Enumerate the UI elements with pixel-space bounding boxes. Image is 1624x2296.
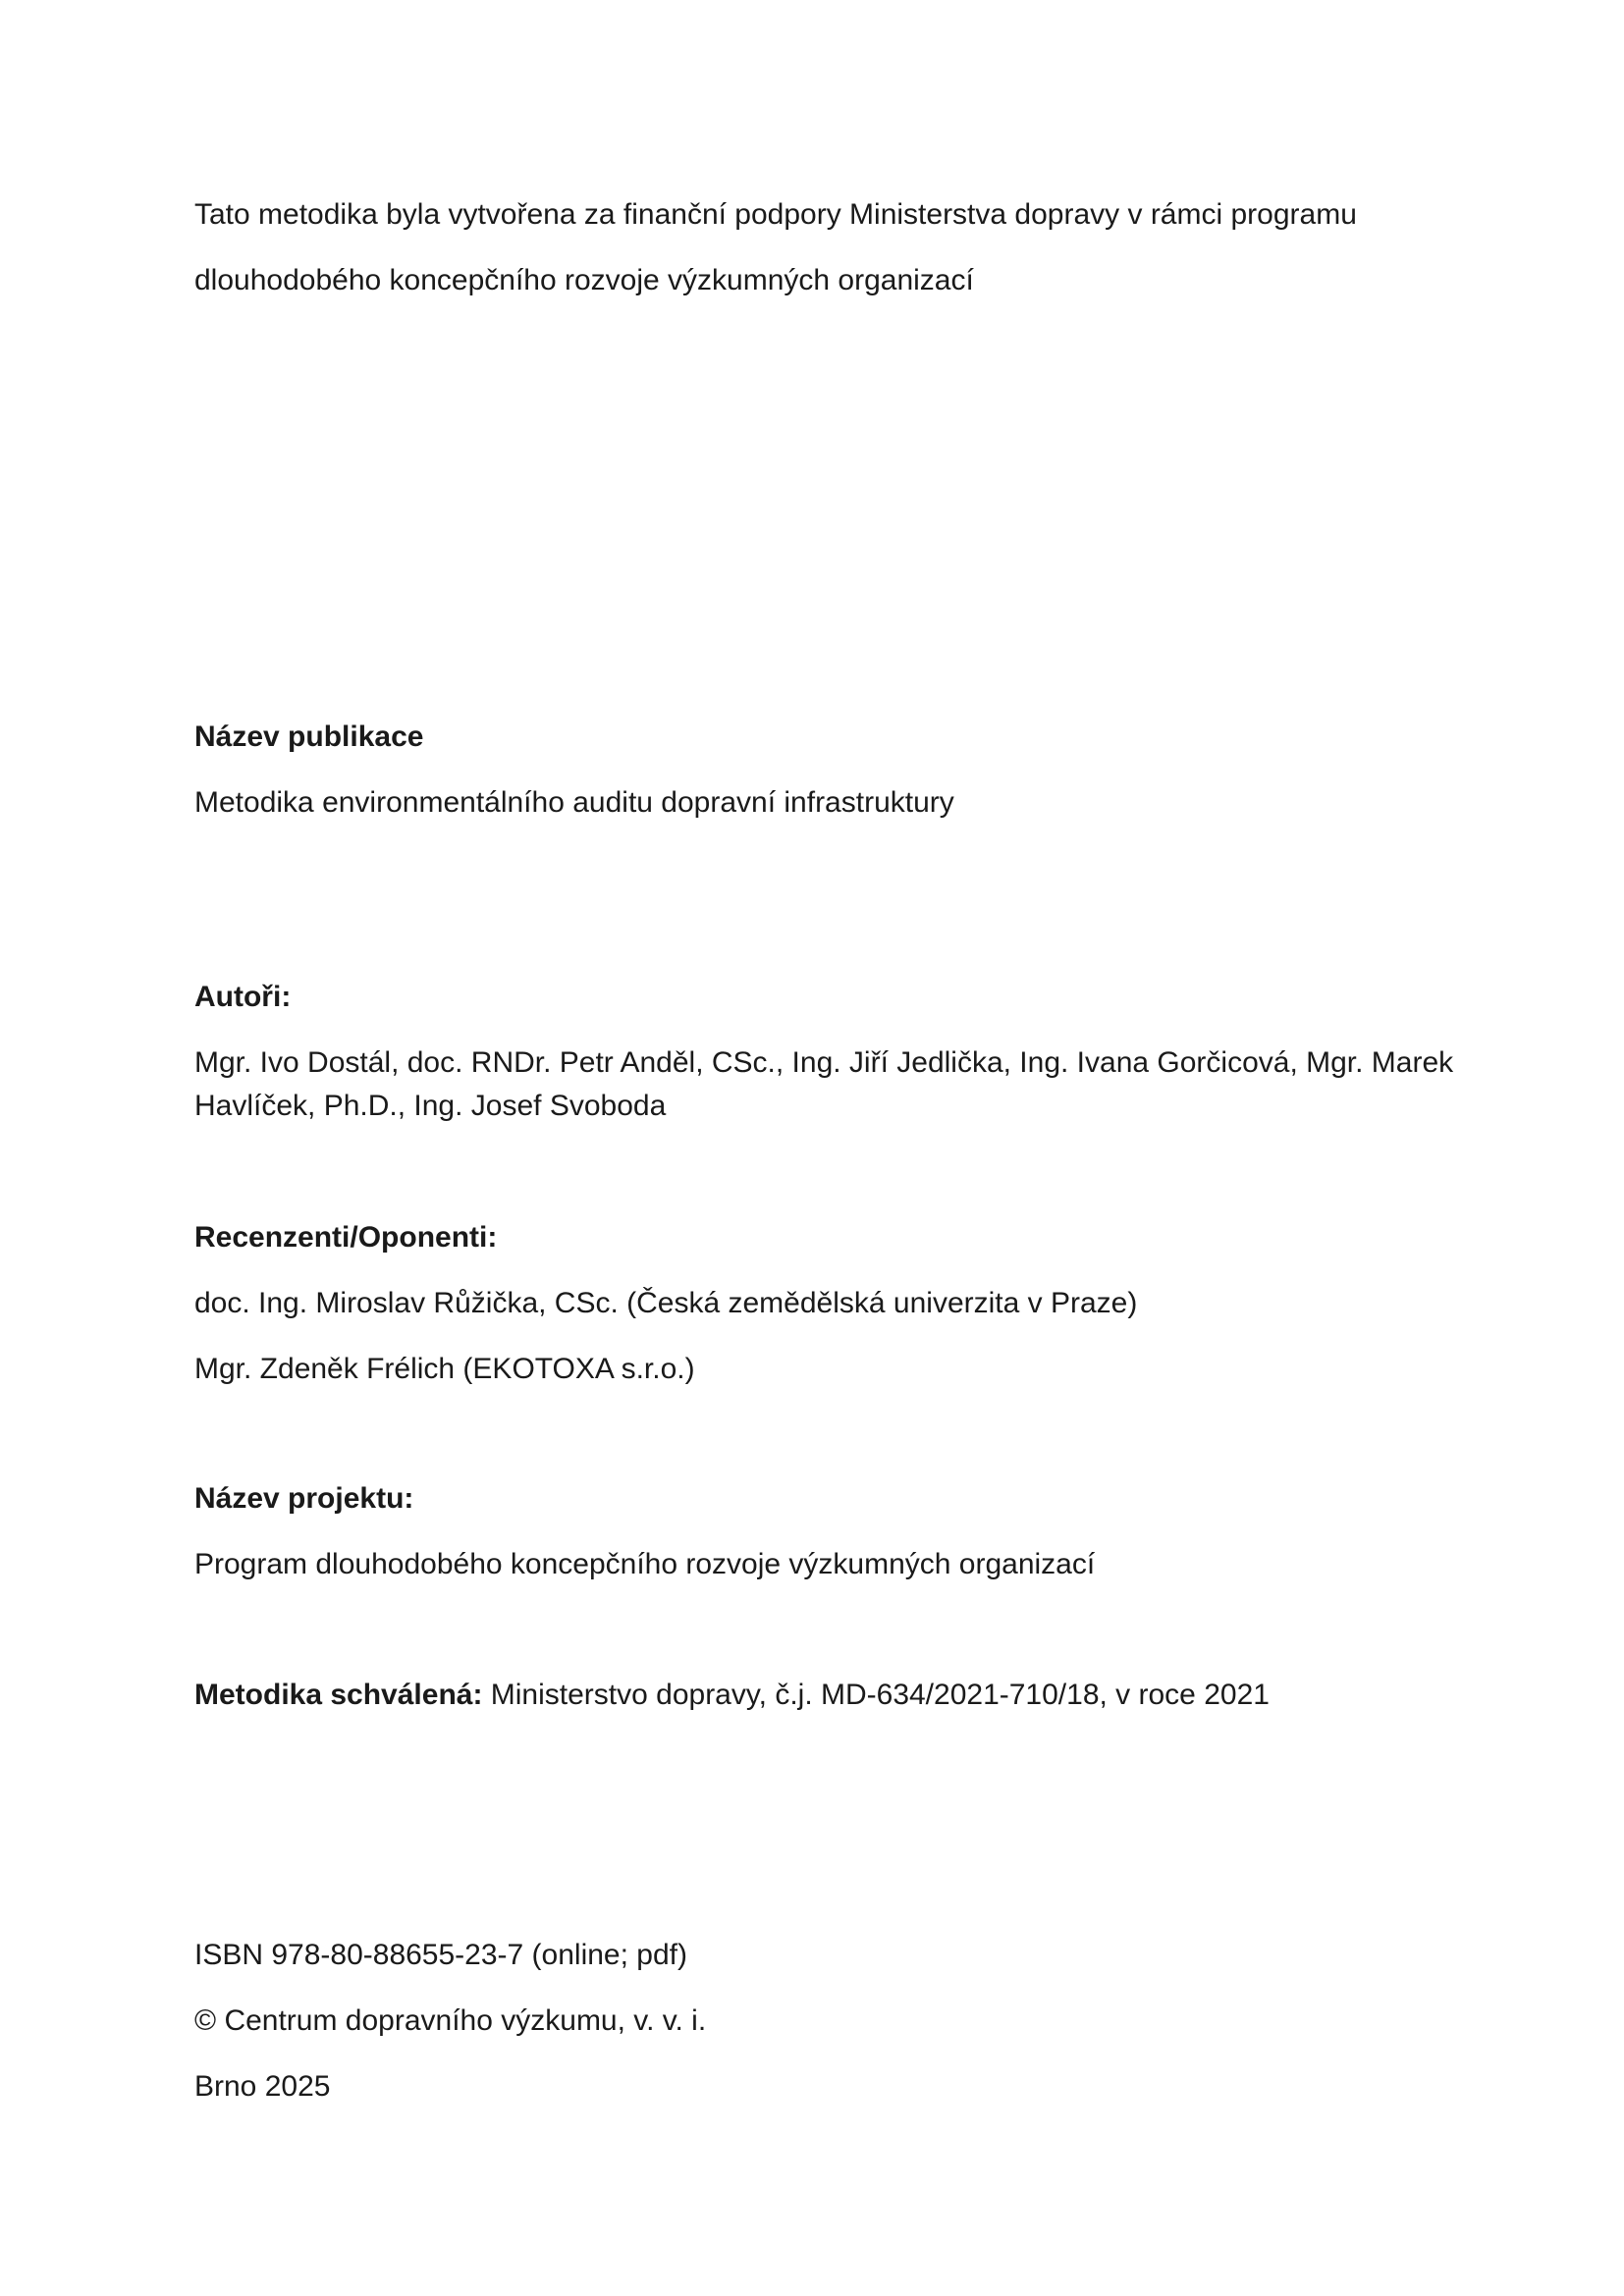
intro-line-1: Tato metodika byla vytvořena za finanční podpory Ministerstva dopravy v rámci programu: [194, 198, 1357, 231]
intro-line-2: dlouhodobého koncepčního rozvoje výzkumných organizací: [194, 264, 974, 296]
copyright: © Centrum dopravního výzkumu, v. v. i.: [194, 2004, 707, 2037]
approval-text: Ministerstvo dopravy, č.j. MD-634/2021-710/18, v roce 2021: [482, 1679, 1270, 1711]
publication-title: Metodika environmentálního auditu dopravní infrastruktury: [194, 786, 954, 819]
isbn: ISBN 978-80-88655-23-7 (online; pdf): [194, 1939, 687, 1971]
reviewers-heading: Recenzenti/Oponenti:: [194, 1221, 498, 1254]
project-heading: Název projektu:: [194, 1482, 414, 1515]
authors-heading: Autoři:: [194, 981, 292, 1013]
publication-heading: Název publikace: [194, 721, 424, 753]
authors-line-1: Mgr. Ivo Dostál, doc. RNDr. Petr Anděl, CSc., Ing. Jiří Jedlička, Ing. Ivana Gorčicová, Mgr. Marek: [194, 1046, 1454, 1079]
project-name: Program dlouhodobého koncepčního rozvoje výzkumných organizací: [194, 1548, 1096, 1580]
reviewer-1: doc. Ing. Miroslav Růžička, CSc. (Česká zemědělská univerzita v Praze): [194, 1287, 1138, 1319]
place-year: Brno 2025: [194, 2070, 331, 2103]
reviewer-2: Mgr. Zdeněk Frélich (EKOTOXA s.r.o.): [194, 1353, 695, 1385]
approval-line: [194, 1675, 1270, 1716]
approval-label: Metodika schválená:: [194, 1679, 483, 1711]
authors-line-2: Havlíček, Ph.D., Ing. Josef Svoboda: [194, 1090, 667, 1122]
